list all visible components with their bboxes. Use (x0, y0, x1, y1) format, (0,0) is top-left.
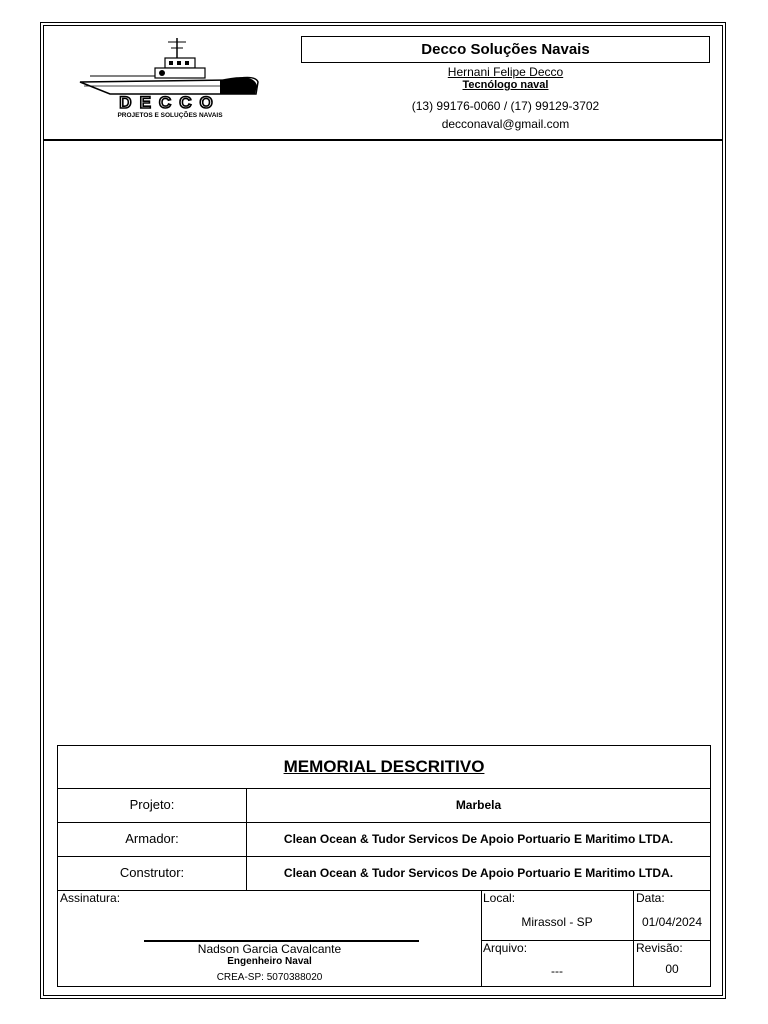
construtor-value: Clean Ocean & Tudor Servicos De Apoio Portuario E Maritimo LTDA. (283, 866, 674, 880)
signer-crea: CREA-SP: 5070388020 (216, 972, 323, 983)
logo-text: DECCO (119, 93, 221, 112)
projeto-value: Marbela (455, 798, 502, 812)
contact-name: Hernani Felipe Decco (447, 65, 564, 79)
logo-tagline: PROJETOS E SOLUÇÕES NAVAIS (117, 112, 223, 119)
contact-role: Tecnólogo naval (462, 79, 549, 91)
file-value: --- (551, 964, 563, 978)
document-title: MEMORIAL DESCRITIVO (58, 746, 710, 789)
contact-email: decconaval@gmail.com (441, 117, 570, 131)
armador-value: Clean Ocean & Tudor Servicos De Apoio Portuario E Maritimo LTDA. (283, 832, 674, 846)
file-label: Arquivo: (483, 941, 528, 955)
signer-name: Nadson Garcia Cavalcante (197, 942, 342, 956)
date-label: Data: (636, 891, 665, 905)
signature-label: Assinatura: (60, 891, 121, 905)
projeto-label: Projeto: (58, 788, 247, 822)
company-name: Decco Soluções Navais (301, 36, 710, 63)
revision-value: 00 (665, 962, 679, 976)
title-block (57, 745, 711, 987)
date-value: 01/04/2024 (641, 915, 703, 929)
row-construtor (58, 856, 710, 891)
decco-logo (70, 36, 270, 120)
row-projeto (58, 788, 710, 823)
contact-phones: (13) 99176-0060 / (17) 99129-3702 (411, 99, 600, 113)
revision-label: Revisão: (636, 941, 683, 955)
armador-label: Armador: (58, 822, 247, 856)
construtor-label: Construtor: (58, 856, 247, 890)
signer-title: Engenheiro Naval (227, 956, 312, 967)
row-armador (58, 822, 710, 857)
local-value: Mirassol - SP (521, 915, 593, 929)
local-label: Local: (483, 891, 516, 905)
